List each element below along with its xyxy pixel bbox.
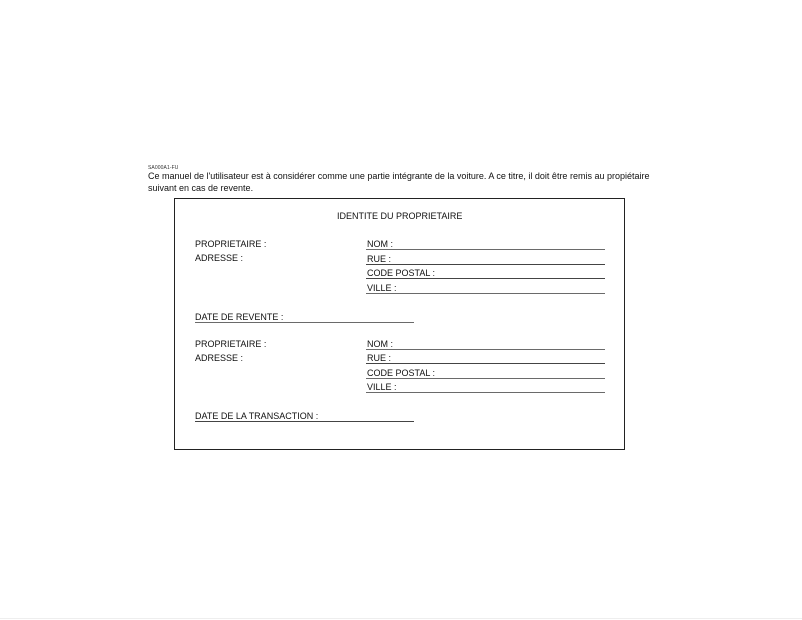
owner-2-code-postal-line xyxy=(366,378,605,379)
transaction-date-field[interactable] xyxy=(195,410,414,422)
owner-2-label: PROPRIETAIRE : xyxy=(195,339,267,349)
owner-1-label: PROPRIETAIRE : xyxy=(195,239,267,249)
owner-2-code-postal-label: CODE POSTAL : xyxy=(367,368,436,378)
resale-date-field[interactable] xyxy=(195,311,414,323)
owner-1-code-postal-label: CODE POSTAL : xyxy=(367,268,436,278)
owner-2-ville-label: VILLE : xyxy=(367,382,397,392)
owner-2-ville-line xyxy=(366,392,605,393)
form-title: IDENTITE DU PROPRIETAIRE xyxy=(337,211,463,221)
resale-date-label: DATE DE REVENTE : xyxy=(195,312,284,322)
owner-2-code-postal-field[interactable] xyxy=(366,367,605,379)
owner-1-ville-line xyxy=(366,293,605,294)
document-code: SA000A1-FU xyxy=(148,165,179,171)
owner-2-rue-label: RUE : xyxy=(367,353,392,363)
owner-1-nom-field[interactable] xyxy=(366,238,605,250)
owner-1-code-postal-line xyxy=(366,278,605,279)
page-bottom-rule xyxy=(0,618,802,619)
transaction-date-label: DATE DE LA TRANSACTION : xyxy=(195,411,319,421)
owner-1-address-label: ADRESSE : xyxy=(195,253,244,263)
owner-1-nom-line xyxy=(366,249,605,250)
owner-2-ville-field[interactable] xyxy=(366,381,605,393)
owner-2-rue-line xyxy=(366,363,605,364)
transaction-date-line xyxy=(195,421,414,422)
owner-1-rue-field[interactable] xyxy=(366,253,605,265)
owner-2-rue-field[interactable] xyxy=(366,352,605,364)
owner-1-rue-line xyxy=(366,264,605,265)
owner-1-nom-label: NOM : xyxy=(367,239,393,249)
resale-date-line xyxy=(195,322,414,323)
owner-1-ville-label: VILLE : xyxy=(367,283,397,293)
owner-1-ville-field[interactable] xyxy=(366,282,605,294)
owner-1-rue-label: RUE : xyxy=(367,254,392,264)
owner-2-address-label: ADRESSE : xyxy=(195,353,244,363)
owner-2-nom-field[interactable] xyxy=(366,338,605,350)
owner-2-nom-line xyxy=(366,349,605,350)
intro-paragraph: Ce manuel de l'utilisateur est à considérer comme une partie intégrante de la voiture. A ce titre, il doit être remis au propiétaire suivant en cas de revente. xyxy=(148,171,650,193)
owner-2-nom-label: NOM : xyxy=(367,339,393,349)
owner-1-code-postal-field[interactable] xyxy=(366,267,605,279)
